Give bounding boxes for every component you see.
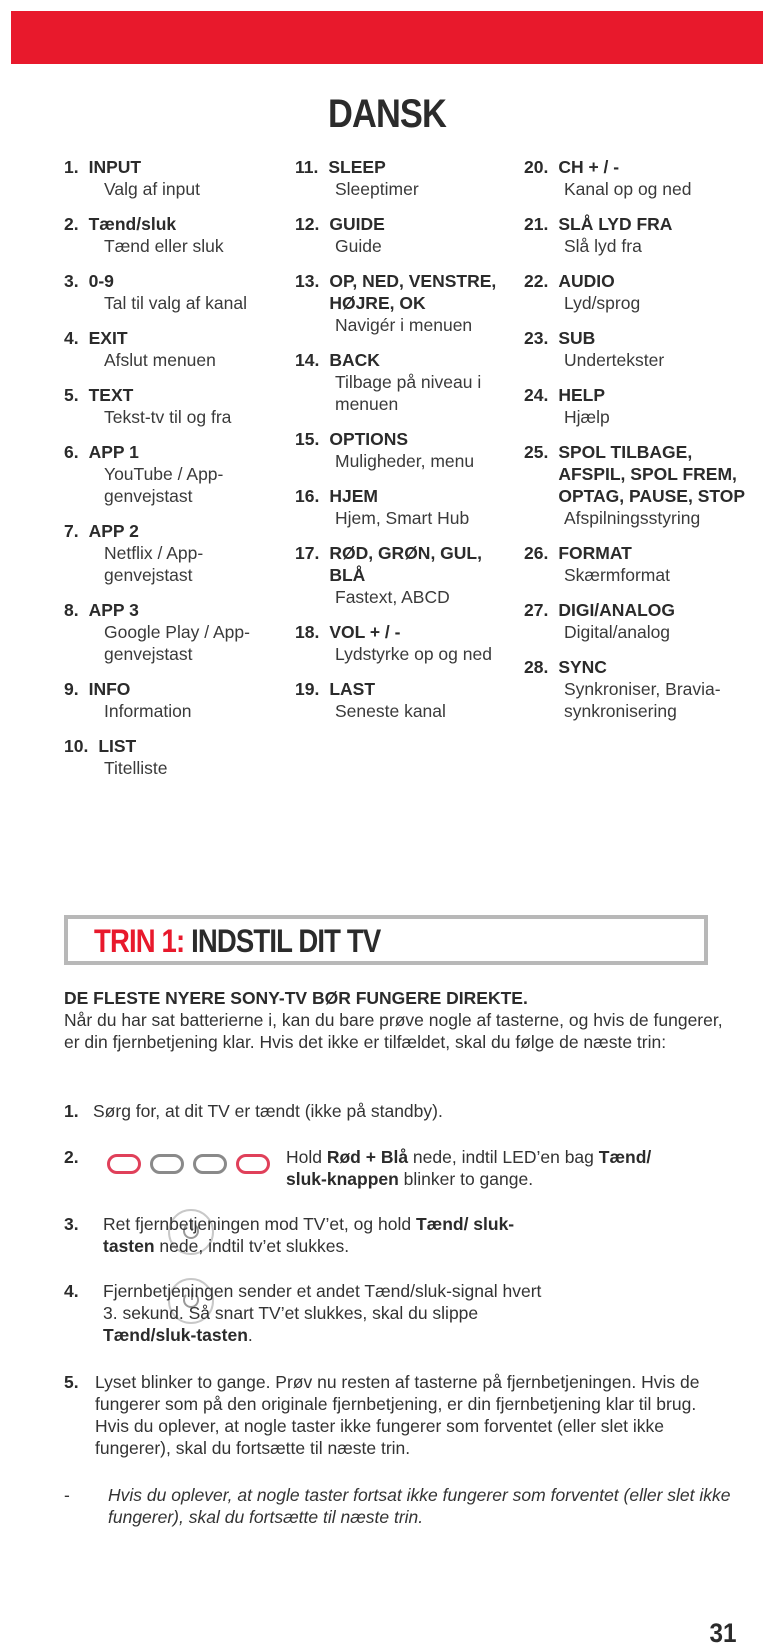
item-heading bbox=[64, 441, 279, 463]
button-list-item bbox=[64, 213, 279, 257]
item-heading bbox=[64, 156, 279, 178]
item-label: INFO bbox=[88, 679, 131, 699]
step-3 bbox=[64, 1213, 724, 1273]
step-text: Sørg for, at dit TV er tændt (ikke på standby). bbox=[93, 1101, 443, 1121]
item-description: Hjælp bbox=[564, 407, 610, 427]
item-label: CH + / - bbox=[558, 157, 620, 177]
item-label: AUDIO bbox=[558, 271, 615, 291]
item-description: Fastext, ABCD bbox=[335, 587, 450, 607]
item-label: HJEM bbox=[329, 486, 378, 506]
item-number: 27. bbox=[524, 600, 549, 620]
item-description: Digital/analog bbox=[564, 622, 671, 642]
item-description: Afslut menuen bbox=[104, 350, 216, 370]
item-heading bbox=[64, 213, 279, 235]
item-description: Kanal op og ned bbox=[564, 179, 692, 199]
note-dash: - bbox=[64, 1485, 70, 1505]
item-description: Valg af input bbox=[104, 179, 200, 199]
button-list-item bbox=[524, 441, 754, 529]
button-list-item bbox=[64, 599, 279, 665]
item-label: SPOL TILBAGE, AFSPIL, SPOL FREM, OPTAG, PAUSE, STOP bbox=[558, 442, 746, 506]
item-description: Slå lyd fra bbox=[564, 236, 642, 256]
button-list-item bbox=[295, 270, 520, 336]
item-label: RØD, GRØN, GUL, BLÅ bbox=[329, 543, 482, 585]
item-heading bbox=[295, 542, 520, 586]
step-heading bbox=[94, 923, 380, 960]
item-label: APP 2 bbox=[88, 521, 139, 541]
item-description: Guide bbox=[335, 236, 382, 256]
item-heading bbox=[524, 270, 754, 292]
item-label: SYNC bbox=[558, 657, 607, 677]
item-heading bbox=[64, 678, 279, 700]
item-label: SLÅ LYD FRA bbox=[558, 214, 673, 234]
item-label: SLEEP bbox=[328, 157, 386, 177]
yellow-button-icon bbox=[193, 1154, 227, 1174]
item-description: Netflix / App-genvejstast bbox=[104, 543, 204, 585]
step-4 bbox=[64, 1280, 724, 1352]
item-heading bbox=[295, 428, 520, 450]
item-heading bbox=[524, 599, 754, 621]
item-heading bbox=[295, 213, 520, 235]
red-button-icon bbox=[107, 1154, 141, 1174]
item-heading bbox=[64, 384, 279, 406]
button-list-item bbox=[64, 735, 279, 779]
button-list-item bbox=[64, 156, 279, 200]
green-button-icon bbox=[150, 1154, 184, 1174]
page-title: DANSK bbox=[327, 92, 447, 136]
note-text: Hvis du oplever, at nogle taster fortsat ikke fungerer som forventet (eller slet ikke fungerer), skal du fortsætte til næste trin. bbox=[108, 1485, 731, 1527]
item-label: TEXT bbox=[88, 385, 134, 405]
item-heading bbox=[524, 156, 754, 178]
item-description: Tal til valg af kanal bbox=[104, 293, 247, 313]
item-label: APP 3 bbox=[88, 600, 139, 620]
step-text: Lyset blinker to gange. Prøv nu resten af tasterne på fjernbetjeningen. Hvis de fungerer som på den originale fjernbetjening, er din fjernbetjening klar til brug. Hvis du oplever, at nogle taster ikke fungerer som forventet (eller slet ikke fungerer), skal du fortsætte til næste trin. bbox=[95, 1372, 700, 1458]
button-list-item bbox=[295, 678, 520, 722]
button-list-item bbox=[295, 156, 520, 200]
item-number: 25. bbox=[524, 442, 549, 462]
item-heading bbox=[295, 678, 520, 700]
item-heading bbox=[295, 485, 520, 507]
button-list-item bbox=[524, 599, 754, 643]
item-number: 21. bbox=[524, 214, 549, 234]
item-heading bbox=[524, 542, 754, 564]
step-number: 5. bbox=[64, 1372, 79, 1392]
step-heading-box bbox=[64, 915, 708, 965]
item-heading bbox=[295, 621, 520, 643]
intro-heading: DE FLESTE NYERE SONY-TV BØR FUNGERE DIREKTE. bbox=[64, 988, 528, 1008]
item-description: Information bbox=[104, 701, 192, 721]
button-list-column-1 bbox=[64, 156, 279, 792]
step-text: Hold Rød + Blå nede, indtil LED’en bag Tænd/ sluk-knappen blinker to gange. bbox=[286, 1147, 652, 1189]
item-number: 20. bbox=[524, 157, 549, 177]
item-description: Google Play / App-genvejstast bbox=[104, 622, 250, 664]
item-heading bbox=[295, 349, 520, 371]
button-list-item bbox=[64, 384, 279, 428]
item-number: 10. bbox=[64, 736, 89, 756]
page-number: 31 bbox=[709, 1618, 737, 1648]
item-description: Tekst-tv til og fra bbox=[104, 407, 232, 427]
item-label: LAST bbox=[329, 679, 376, 699]
item-number: 16. bbox=[295, 486, 320, 506]
item-label: APP 1 bbox=[88, 442, 139, 462]
item-number: 7. bbox=[64, 521, 79, 541]
step-number: 2. bbox=[64, 1147, 79, 1167]
item-label: INPUT bbox=[88, 157, 142, 177]
button-list-item bbox=[64, 327, 279, 371]
item-label: BACK bbox=[329, 350, 380, 370]
item-description: YouTube / App-genvejstast bbox=[104, 464, 224, 506]
note bbox=[64, 1484, 744, 1528]
item-number: 13. bbox=[295, 271, 320, 291]
intro-text: Når du har sat batterierne i, kan du bare prøve nogle af tasterne, og hvis de fungerer, er din fjernbetjening klar. Hvis det ikke er tilfældet, skal du følge de næste trin: bbox=[64, 1010, 723, 1052]
item-heading bbox=[524, 441, 754, 507]
item-description: Lydstyrke op og ned bbox=[335, 644, 492, 664]
item-description: Tænd eller sluk bbox=[104, 236, 224, 256]
button-list-item bbox=[295, 213, 520, 257]
button-list-column-2 bbox=[295, 156, 520, 735]
item-heading bbox=[524, 384, 754, 406]
step-heading-prefix: TRIN 1: bbox=[94, 923, 185, 959]
item-number: 11. bbox=[295, 157, 319, 177]
button-list-item bbox=[295, 621, 520, 665]
item-description: Undertekster bbox=[564, 350, 665, 370]
item-heading bbox=[524, 656, 754, 678]
button-list-item bbox=[524, 327, 754, 371]
item-heading bbox=[295, 156, 520, 178]
item-number: 1. bbox=[64, 157, 79, 177]
step-1 bbox=[64, 1100, 724, 1122]
item-number: 12. bbox=[295, 214, 320, 234]
button-list-item bbox=[524, 156, 754, 200]
item-heading bbox=[64, 599, 279, 621]
item-label: VOL + / - bbox=[329, 622, 401, 642]
item-heading bbox=[524, 327, 754, 349]
step-text: Ret fjernbetjeningen mod TV’et, og hold Tænd/ sluk-tasten nede, indtil tv’et slukkes. bbox=[103, 1214, 515, 1256]
item-number: 24. bbox=[524, 385, 549, 405]
button-list-item bbox=[524, 213, 754, 257]
item-number: 2. bbox=[64, 214, 79, 234]
header-red-bar bbox=[11, 11, 763, 64]
button-list-item bbox=[524, 656, 754, 722]
item-number: 15. bbox=[295, 429, 320, 449]
item-description: Muligheder, menu bbox=[335, 451, 475, 471]
step-number: 3. bbox=[64, 1214, 79, 1234]
item-description: Hjem, Smart Hub bbox=[335, 508, 470, 528]
item-number: 14. bbox=[295, 350, 320, 370]
item-description: Synkroniser, Bravia-synkronisering bbox=[564, 679, 721, 721]
item-number: 4. bbox=[64, 328, 79, 348]
item-description: Afspilningsstyring bbox=[564, 508, 701, 528]
step-number: 4. bbox=[64, 1281, 79, 1301]
item-number: 19. bbox=[295, 679, 320, 699]
item-heading bbox=[524, 213, 754, 235]
item-number: 18. bbox=[295, 622, 320, 642]
item-description: Titelliste bbox=[104, 758, 168, 778]
item-heading bbox=[64, 735, 279, 757]
button-list-column-3 bbox=[524, 156, 754, 735]
intro-paragraph bbox=[64, 987, 724, 1053]
item-description: Navigér i menuen bbox=[335, 315, 473, 335]
blue-button-icon bbox=[236, 1154, 270, 1174]
item-label: HELP bbox=[558, 385, 606, 405]
button-list-item bbox=[524, 270, 754, 314]
item-number: 28. bbox=[524, 657, 549, 677]
step-2 bbox=[64, 1146, 724, 1196]
item-label: 0-9 bbox=[88, 271, 114, 291]
item-label: OPTIONS bbox=[329, 429, 409, 449]
item-label: OP, NED, VENSTRE, HØJRE, OK bbox=[329, 271, 497, 313]
item-number: 6. bbox=[64, 442, 79, 462]
item-number: 3. bbox=[64, 271, 79, 291]
button-list-item bbox=[295, 349, 520, 415]
step-5 bbox=[64, 1371, 714, 1459]
item-number: 26. bbox=[524, 543, 549, 563]
item-number: 22. bbox=[524, 271, 549, 291]
item-label: Tænd/sluk bbox=[88, 214, 177, 234]
button-list-item bbox=[64, 678, 279, 722]
item-label: GUIDE bbox=[329, 214, 385, 234]
item-heading bbox=[295, 270, 520, 314]
button-list-item bbox=[295, 428, 520, 472]
item-number: 5. bbox=[64, 385, 79, 405]
item-heading bbox=[64, 520, 279, 542]
item-description: Skærmformat bbox=[564, 565, 670, 585]
item-number: 17. bbox=[295, 543, 320, 563]
step-number: 1. bbox=[64, 1101, 79, 1121]
button-list-item bbox=[64, 270, 279, 314]
item-description: Tilbage på niveau i menuen bbox=[335, 372, 482, 414]
item-label: SUB bbox=[558, 328, 596, 348]
item-label: DIGI/ANALOG bbox=[558, 600, 675, 620]
item-description: Sleeptimer bbox=[335, 179, 419, 199]
item-label: EXIT bbox=[88, 328, 128, 348]
item-number: 8. bbox=[64, 600, 79, 620]
item-heading bbox=[64, 327, 279, 349]
item-heading bbox=[64, 270, 279, 292]
button-list-item bbox=[524, 384, 754, 428]
step-heading-title: INDSTIL DIT TV bbox=[191, 923, 381, 959]
item-number: 23. bbox=[524, 328, 549, 348]
button-list-item bbox=[64, 520, 279, 586]
button-list-item bbox=[64, 441, 279, 507]
item-label: FORMAT bbox=[558, 543, 632, 563]
button-list-item bbox=[295, 542, 520, 608]
item-description: Seneste kanal bbox=[335, 701, 446, 721]
button-list-item bbox=[295, 485, 520, 529]
item-number: 9. bbox=[64, 679, 79, 699]
item-label: LIST bbox=[98, 736, 137, 756]
item-description: Lyd/sprog bbox=[564, 293, 641, 313]
step-text: Fjernbetjeningen sender et andet Tænd/sluk-signal hvert 3. sekund. Så snart TV’et slukkes, skal du slippe Tænd/sluk-tasten. bbox=[103, 1281, 542, 1345]
button-list-item bbox=[524, 542, 754, 586]
